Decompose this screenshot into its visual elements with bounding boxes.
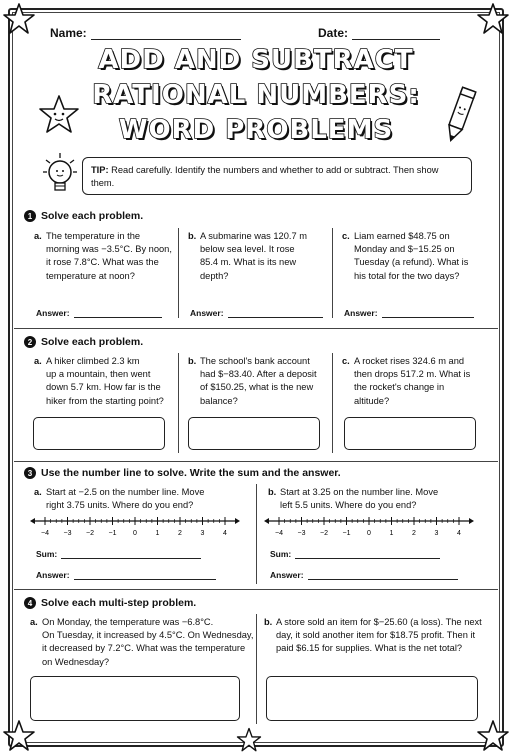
problem-text-line: below sea level. It rose (200, 244, 295, 255)
corner-star-icon (476, 2, 510, 36)
problem-text-line: Start at 3.25 on the number line. Move (280, 487, 439, 497)
tick-label: −1 (342, 530, 351, 537)
tick-label: −3 (297, 530, 306, 537)
sum-blank[interactable] (295, 550, 440, 559)
answer-3a[interactable] (36, 570, 216, 580)
problem-text-line: of $150.25, what is the new (200, 382, 314, 393)
section-2 (24, 336, 488, 348)
corner-star-icon (476, 719, 510, 753)
lightbulb-icon (40, 150, 80, 202)
sum-label: Sum: (270, 549, 292, 559)
answer-label: Answer: (270, 570, 304, 580)
answer-label: Answer: (36, 570, 70, 580)
problem-text-line: Tuesday (a refund). What is (354, 257, 469, 268)
problem-text-line: day, it sold another item for $18.75 profit. Then it (276, 630, 476, 641)
tick-label: 3 (200, 530, 205, 537)
tick-label: −2 (320, 530, 328, 537)
problem-2c (342, 355, 492, 415)
column-divider (178, 353, 179, 453)
page-title-line2: RATIONAL NUMBERS: (92, 80, 420, 110)
problem-text-line: altitude? (354, 395, 390, 406)
problem-text-line: then drops 517.2 m. What is (354, 369, 471, 380)
problem-text-line: The temperature in the (46, 231, 141, 241)
number-line-svg[interactable] (264, 513, 474, 539)
problem-label: a. (34, 231, 42, 241)
answer-blank[interactable] (382, 309, 474, 318)
section-3-heading (24, 467, 488, 479)
problem-text-line: On Monday, the temperature was −6.8°C. (42, 617, 214, 627)
arrow-left-icon (264, 518, 269, 524)
page-title-line1: ADD AND SUBTRACT (98, 45, 414, 75)
tick-label: −4 (275, 530, 283, 537)
problem-text-line: On Tuesday, it increased by 4.5°C. On Wednesday, (42, 630, 254, 641)
problem-label: b. (268, 487, 277, 497)
problem-label: a. (30, 617, 38, 627)
pencil-icon (440, 84, 480, 146)
number-line-b[interactable] (264, 513, 474, 544)
section-1-heading (24, 210, 488, 222)
answer-3b[interactable] (270, 570, 458, 580)
answer-box-4a[interactable] (30, 676, 240, 721)
section-number-badge: 1 (24, 210, 36, 222)
problem-text-line: The school's bank account (200, 356, 310, 366)
problem-1a (34, 230, 174, 290)
problem-text-line: left 5.5 units. Where do you end? (280, 500, 417, 511)
problem-text-line: the rocket's change in (354, 382, 445, 393)
problem-2b (188, 355, 333, 415)
tip-label: TIP: (91, 165, 109, 175)
answer-1a[interactable] (36, 308, 162, 318)
problem-4b (264, 616, 490, 672)
problem-text-line: it rose 7.8°C. What was the (46, 257, 159, 268)
date-field[interactable] (318, 26, 440, 40)
section-2-heading (24, 336, 488, 348)
arrow-right-icon (235, 518, 240, 524)
tick-label: 3 (434, 530, 439, 537)
tick-label: 4 (223, 530, 227, 537)
tick-label: 2 (412, 530, 416, 537)
answer-blank[interactable] (308, 571, 458, 580)
problem-text-line: A store sold an item for $−25.60 (a loss). The next (276, 617, 482, 627)
name-label: Name: (50, 26, 87, 40)
section-heading-text: Solve each problem. (41, 336, 144, 348)
problem-text-line: A rocket rises 324.6 m and (354, 356, 465, 366)
problem-text-line: hiker from the starting point? (46, 395, 164, 406)
sum-3b[interactable] (270, 549, 440, 559)
problem-4a (30, 616, 254, 672)
section-heading-text: Solve each multi-step problem. (41, 597, 197, 609)
problem-label: c. (342, 231, 350, 241)
problem-text-line: balance? (200, 395, 238, 406)
tick-label: 2 (178, 530, 182, 537)
tip-text: Read carefully. Identify the numbers and whether to add or subtract. Then show them. (91, 165, 439, 188)
column-divider (178, 228, 179, 318)
column-divider (332, 228, 333, 318)
problem-label: a. (34, 487, 42, 497)
section-3 (24, 467, 488, 479)
answer-label: Answer: (190, 308, 224, 318)
answer-blank[interactable] (74, 571, 216, 580)
tick-label: 4 (457, 530, 461, 537)
answer-box-2c[interactable] (344, 417, 476, 450)
answer-box-2b[interactable] (188, 417, 320, 450)
problem-text-line: paid $6.15 for supplies. What is the net total? (276, 643, 463, 654)
problem-text-line: A hiker climbed 2.3 km (46, 356, 140, 366)
problem-text-line: had $−83.40. After a deposit (200, 369, 317, 380)
section-heading-text: Solve each problem. (41, 210, 144, 222)
tick-label: −2 (86, 530, 94, 537)
problem-text-line: depth? (200, 270, 229, 281)
section-number-badge: 4 (24, 597, 36, 609)
problem-text-line: up a mountain, then went (46, 369, 151, 380)
section-4-heading (24, 597, 488, 609)
tick-label: 0 (133, 530, 137, 537)
problem-text-line: down 5.7 km. How far is the (46, 382, 161, 393)
corner-star-icon (2, 719, 36, 753)
tick-label: −4 (41, 530, 49, 537)
section-divider (14, 589, 498, 590)
tip-box (82, 157, 472, 195)
section-divider (14, 461, 498, 462)
section-number-badge: 2 (24, 336, 36, 348)
number-line-svg[interactable] (30, 513, 240, 539)
problem-text-line: right 3.75 units. Where do you end? (46, 500, 194, 511)
section-number-badge: 3 (24, 467, 36, 479)
column-divider (256, 484, 257, 584)
sum-blank[interactable] (61, 550, 201, 559)
answer-1c[interactable] (344, 308, 474, 318)
page-title-line3: WORD PROBLEMS (118, 115, 394, 145)
answer-blank[interactable] (74, 309, 162, 318)
sum-label: Sum: (36, 549, 58, 559)
section-divider (14, 328, 498, 329)
problem-text-line: A submarine was 120.7 m (200, 231, 307, 241)
problem-text-line: Liam earned $48.75 on (354, 231, 450, 241)
section-1 (24, 210, 488, 222)
section-heading-text: Use the number line to solve. Write the sum and the answer. (41, 467, 341, 479)
tick-label: −1 (108, 530, 117, 537)
name-blank[interactable] (91, 29, 241, 40)
problem-1c (342, 230, 492, 290)
problem-text-line: Start at −2.5 on the number line. Move (46, 487, 205, 497)
problem-3a (34, 486, 254, 516)
problem-text-line: on Wednesday? (42, 656, 110, 667)
problem-text-line: Monday and $−15.25 on (354, 244, 455, 255)
number-line-a[interactable] (30, 513, 240, 544)
sum-3a[interactable] (36, 549, 201, 559)
arrow-right-icon (469, 518, 474, 524)
problem-3b (268, 486, 488, 516)
smiling-star-icon (36, 93, 82, 139)
problem-label: b. (264, 617, 273, 627)
date-blank[interactable] (352, 29, 440, 40)
tick-label: 1 (389, 530, 394, 537)
column-divider (332, 353, 333, 453)
answer-label: Answer: (36, 308, 70, 318)
problem-1b (188, 230, 328, 290)
corner-star-icon (2, 2, 36, 36)
problem-label: b. (188, 356, 197, 366)
problem-text-line: 85.4 m. What is its new (200, 257, 297, 268)
date-label: Date: (318, 26, 349, 40)
problem-text-line: his total for the two days? (354, 270, 460, 281)
tick-label: −3 (63, 530, 72, 537)
answer-blank[interactable] (228, 309, 323, 318)
tick-label: 1 (155, 530, 160, 537)
problem-label: b. (188, 231, 197, 241)
problem-label: a. (34, 356, 42, 366)
problem-label: c. (342, 356, 350, 366)
problem-text-line: temperature at noon? (46, 270, 135, 281)
answer-1b[interactable] (190, 308, 323, 318)
name-field[interactable] (50, 26, 241, 40)
problem-text-line: morning was −3.5°C. By noon, (46, 244, 172, 255)
bottom-star-icon (236, 727, 262, 753)
column-divider (256, 614, 257, 724)
problem-text-line: it decreased by 7.2°C. What was the temperature (42, 643, 246, 654)
answer-label: Answer: (344, 308, 378, 318)
answer-box-2a[interactable] (33, 417, 165, 450)
answer-box-4b[interactable] (266, 676, 478, 721)
tick-label: 0 (367, 530, 371, 537)
problem-2a (34, 355, 179, 415)
arrow-left-icon (30, 518, 35, 524)
section-4 (24, 597, 488, 609)
